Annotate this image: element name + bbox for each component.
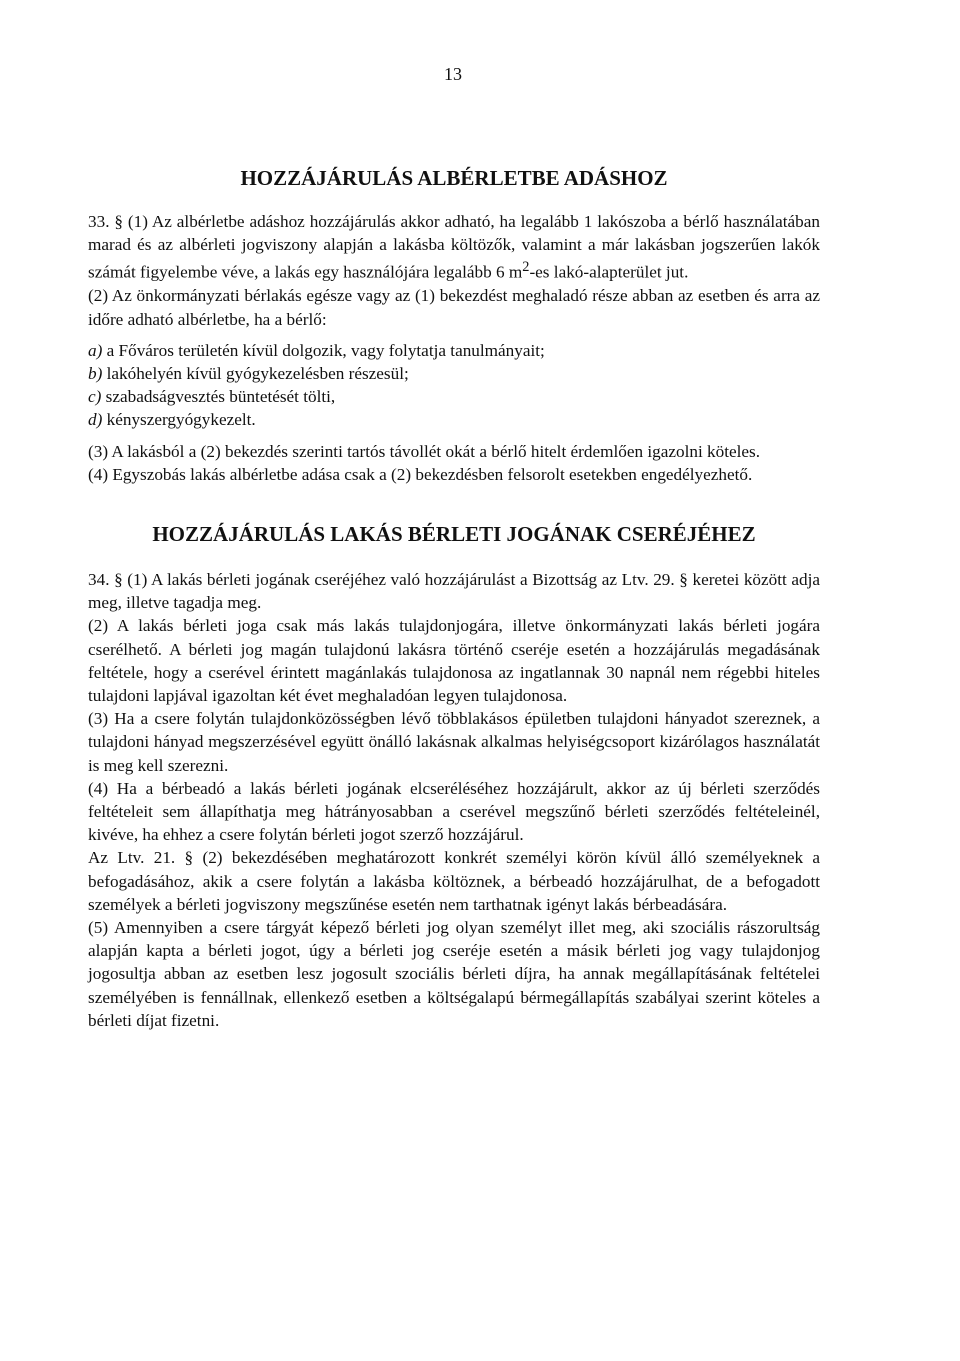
- condition-list: [88, 339, 820, 432]
- paragraph-33-4: (4) Egyszobás lakás albérletbe adása csak a (2) bekezdésben felsorolt esetekben engedélyezhető.: [88, 464, 753, 484]
- list-item-letter: b): [88, 363, 103, 383]
- list-item: [88, 385, 820, 408]
- superscript-2: 2: [522, 259, 530, 276]
- paragraph-34-4: (4) Ha a bérbeadó a lakás bérleti jogának elcseréléséhez hozzájárult, akkor az új bérleti szerződés feltételeit sem állapíthatja meg hátrányosabban a cserével megszűnő bérleti szerződés feltételeinél, kivéve, ha ehhez a csere folytán bérleti jogot szerző hozzájárul.: [88, 778, 820, 845]
- page-number: 13: [444, 64, 462, 84]
- paragraph-33-1-text: 33. § (1) Az albérletbe adáshoz hozzájárulás akkor adható, ha legalább 1 lakószoba a bérlő használatában marad és az albérleti jogviszony alapján a lakásba költözők, valamint a már lakásban jogszerűen lakók számát figyelembe véve, a lakás egy használójára legalább 6 m: [88, 212, 820, 283]
- paragraph-34-1: 34. § (1) A lakás bérleti jogának cseréjéhez való hozzájárulást a Bizottság az Ltv. 29. § keretei között adja meg, illetve tagadja meg.: [88, 569, 820, 613]
- list-item-letter: c): [88, 387, 102, 407]
- list-item-text: szabadságvesztés büntetését tölti,: [101, 387, 336, 407]
- list-item-letter: a): [88, 340, 103, 360]
- list-item-text: lakóhelyén kívül gyógykezelésben részesül;: [102, 363, 409, 383]
- list-item: [88, 362, 820, 385]
- list-item-text: a Főváros területén kívül dolgozik, vagy folytatja tanulmányait;: [102, 340, 545, 360]
- paragraph-34-5: (5) Amennyiben a csere tárgyát képező bérleti jog olyan személyt illet meg, aki szociális rászorultság alapján kapta a bérleti jogot, úgy a bérleti jog cseréje esetén a másik bérleti jog vagy tulajdonjog jogosultja abban az esetben lesz jogosult szociális bérleti díjra, ha annak megállapításának feltételei személyében is fennállnak, ellenkező esetben a költségalapú bérmegállapítás szabályai szerint köteles a bérleti díjat fizetni.: [88, 918, 820, 1030]
- document-body: [88, 164, 820, 1032]
- list-item-text: kényszergyógykezelt.: [102, 410, 256, 430]
- paragraph-33-1-end: -es lakó-alapterület jut.: [529, 263, 689, 283]
- paragraph-33-2: (2) Az önkormányzati bérlakás egésze vagy az (1) bekezdést meghaladó része abban az esetben és arra az időre adható albérletbe, ha a bérlő:: [88, 286, 820, 329]
- paragraph-33-1: [88, 210, 820, 284]
- list-item: [88, 339, 820, 362]
- list-item-letter: d): [88, 410, 103, 430]
- list-item: [88, 408, 820, 431]
- paragraph-34-4-cont: Az Ltv. 21. § (2) bekezdésében meghatározott konkrét személyi körön kívül álló személyeknek a befogadásához, akik a csere folytán a lakásba költöznek, a bérbeadó hozzájárulhat, de a befogadott személyek a bérleti jogviszony megszűnése esetén nem tarthatnak igényt lakás bérbeadására.: [88, 848, 820, 914]
- paragraph-34-3: (3) Ha a csere folytán tulajdonközösségben lévő többlakásos épületben tulajdoni hányadot szereznek, a tulajdoni hányad megszerzésével együtt önálló lakásnak alkalmas helyiségcsoport kizárólagos használatát is meg kell szerezni.: [88, 709, 820, 775]
- section-heading-exchange: HOZZÁJÁRULÁS LAKÁS BÉRLETI JOGÁNAK CSERÉJÉHEZ: [152, 521, 756, 546]
- section-heading-sublease: HOZZÁJÁRULÁS ALBÉRLETBE ADÁSHOZ: [240, 166, 668, 190]
- paragraph-34-2: (2) A lakás bérleti joga csak más lakás tulajdonjogára, illetve önkormányzati lakás bérleti jogára cserélhető. A bérleti jog magán tulajdonú lakásra történő cseréje esetén a hozzájárulás megadásának feltétele, hogy a cserével érintett magánlakás tulajdonosa az ingatlannak 30 napnál nem régebbi hiteles tulajdoni lapjával igazoltan két évet meghaladóan legyen tulajdonosa.: [88, 616, 820, 705]
- paragraph-33-3: (3) A lakásból a (2) bekezdés szerinti tartós távollét okát a bérlő hitelt érdemlően igazolni köteles.: [88, 441, 760, 461]
